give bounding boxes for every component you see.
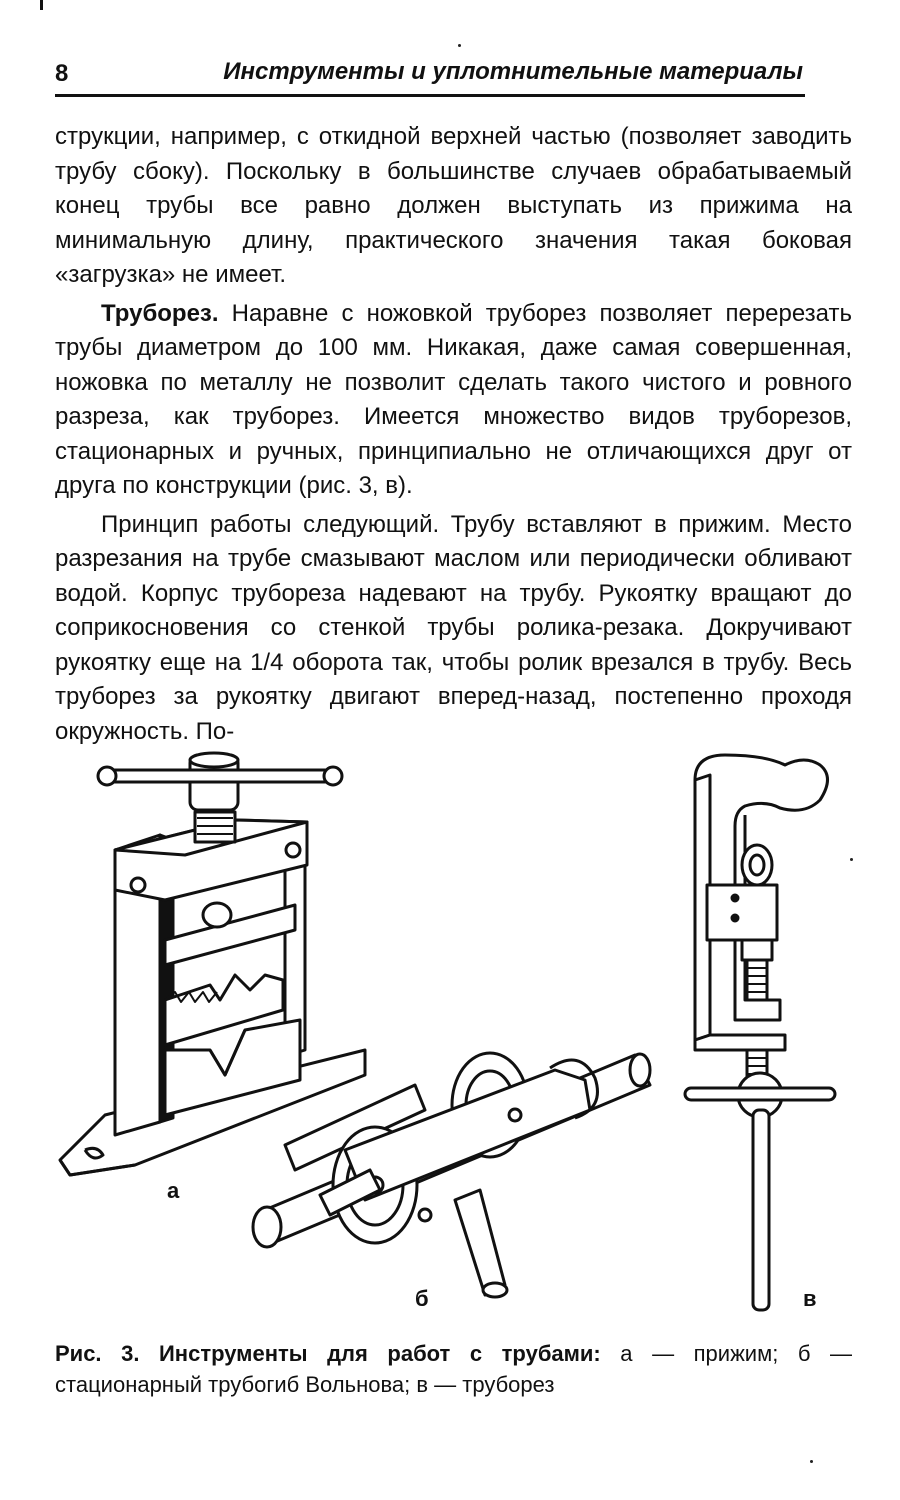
running-title: Инструменты и уплотнительные материалы: [223, 58, 803, 85]
figure-caption: [55, 1338, 852, 1400]
paragraph-1: струкции, например, с откидной верхней частью (позволяет заводить трубу сбоку). Поскольку в большинстве случаев обрабатываемый конец трубы все равно должен выступать из прижима на минимальную длину, практического значения такая боковая «загрузка» не имеет.: [55, 123, 852, 288]
paragraph-2-runin: Труборез.: [101, 299, 219, 327]
figure-label-v: в: [803, 1286, 817, 1311]
paragraph-2: [55, 297, 852, 504]
caption-lead: Рис. 3. Инструменты для работ с трубами:: [55, 1341, 601, 1366]
scan-speck: [850, 858, 853, 861]
scan-speck: [458, 44, 461, 47]
scan-speck: [810, 1460, 813, 1463]
body-text: [55, 120, 852, 753]
paragraph-3: Принцип работы следующий. Трубу вставляют в прижим. Место разрезания на трубе смазывают маслом или периодически обливают водой. Корпус трубореза надевают на трубу. Рукоятку вращают до соприкосновения со стенкой трубы ролика-резака. Докручивают рукоятку еще на 1/4 оборота так, чтобы ролик врезался в трубу. Весь труборез за рукоятку двигают вперед-назад, постепенно проходя окружность. По-: [55, 510, 852, 745]
figure-label-b: б: [415, 1286, 429, 1311]
figure-label-a: а: [167, 1178, 180, 1203]
paragraph-2-text: Наравне с ножовкой труборез позволяет перерезать трубы диаметром до 100 мм. Никакая, даже самая совершенная, ножовка по металлу не позволит сделать такого чистого и ровного разреза, как труборез. Имеется множество видов труборезов, стационарных и ручных, принципиально не отличающихся друг от друга по конструкции (рис. 3, в).: [55, 299, 852, 499]
figure-3: [45, 750, 860, 1320]
scan-mark: [40, 0, 43, 10]
caption-text: а — прижим; б — стационарный трубогиб Вольнова; в — труборез: [55, 1341, 852, 1397]
pipe-cutter-drawing: [685, 755, 835, 1310]
page-number: 8: [55, 60, 69, 87]
figure-illustration: [45, 750, 860, 1320]
pipe-vise-drawing: [60, 753, 365, 1175]
page-header: [55, 58, 805, 97]
